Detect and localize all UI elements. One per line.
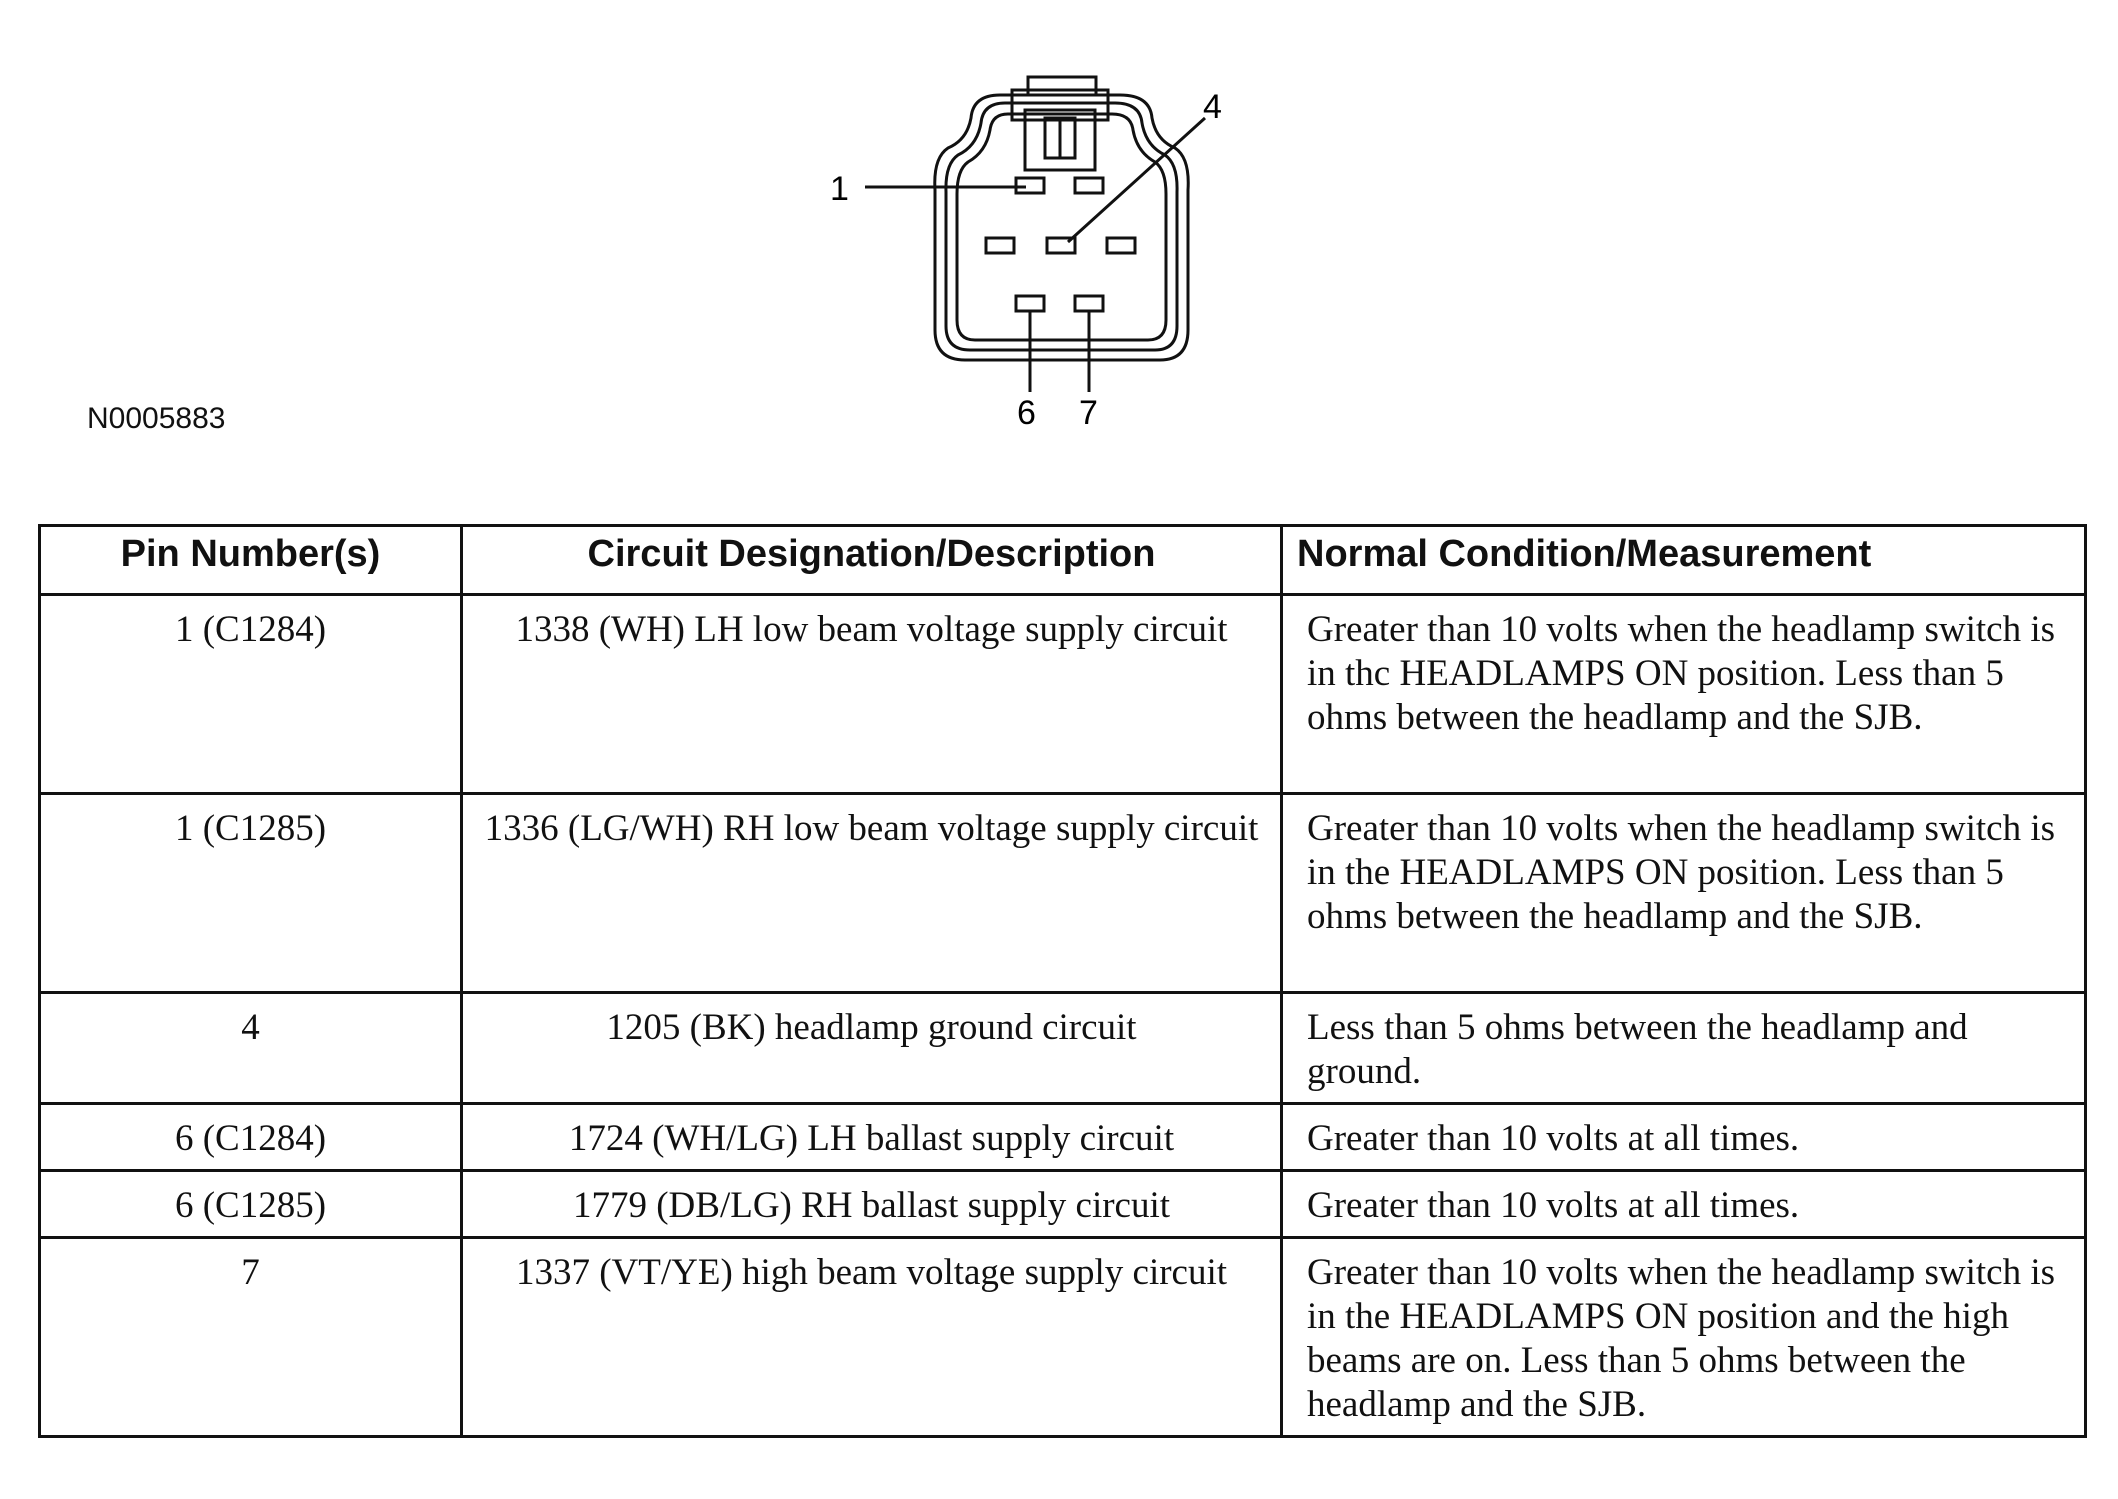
circuit-cell: 1336 (LG/WH) RH low beam voltage supply circuit [462,794,1282,993]
callout-1: 1 [830,170,849,208]
header-circuit: Circuit Designation/Description [462,526,1282,595]
figure-id: N0005883 [87,402,226,435]
header-condition: Normal Condition/Measurement [1282,526,2086,595]
table-row [40,1104,2086,1171]
table-row [40,1171,2086,1238]
table-row [40,595,2086,794]
terminal-5 [1107,238,1135,253]
pin-cell: 1 (C1284) [40,595,462,794]
condition-cell: Greater than 10 volts at all times. [1282,1171,2086,1238]
table-row [40,1238,2086,1437]
table-row [40,794,2086,993]
condition-cell: Greater than 10 volts at all times. [1282,1104,2086,1171]
table-row [40,993,2086,1104]
condition-cell: Greater than 10 volts when the headlamp switch is in thc HEADLAMPS ON position. Less than 5 ohms between the headlamp and the SJB. [1282,595,2086,794]
circuit-cell: 1205 (BK) headlamp ground circuit [462,993,1282,1104]
leader-line-4 [1068,118,1205,242]
pin-cell: 6 (C1285) [40,1171,462,1238]
connector-diagram [0,0,2118,470]
pin-cell: 1 (C1285) [40,794,462,993]
pin-cell: 7 [40,1238,462,1437]
circuit-cell: 1337 (VT/YE) high beam voltage supply circuit [462,1238,1282,1437]
callout-6: 6 [1017,394,1036,432]
callout-7: 7 [1079,394,1098,432]
condition-cell: Greater than 10 volts when the headlamp switch is in the HEADLAMPS ON position. Less than 5 ohms between the headlamp and the SJB. [1282,794,2086,993]
pin-cell: 4 [40,993,462,1104]
circuit-cell: 1338 (WH) LH low beam voltage supply circuit [462,595,1282,794]
condition-cell: Less than 5 ohms between the headlamp and ground. [1282,993,2086,1104]
table-header-row [40,526,2086,595]
circuit-cell: 1779 (DB/LG) RH ballast supply circuit [462,1171,1282,1238]
connector-latch [1028,77,1096,95]
pin-cell: 6 (C1284) [40,1104,462,1171]
terminal-7 [1075,296,1103,311]
header-pin-numbers: Pin Number(s) [40,526,462,595]
terminal-2 [1075,178,1103,193]
circuit-cell: 1724 (WH/LG) LH ballast supply circuit [462,1104,1282,1171]
pin-table [38,524,2087,1438]
condition-cell: Greater than 10 volts when the headlamp switch is in the HEADLAMPS ON position and the high beams are on. Less than 5 ohms between the headlamp and the SJB. [1282,1238,2086,1437]
terminal-3 [986,238,1014,253]
terminal-6 [1016,296,1044,311]
callout-4: 4 [1203,88,1222,126]
